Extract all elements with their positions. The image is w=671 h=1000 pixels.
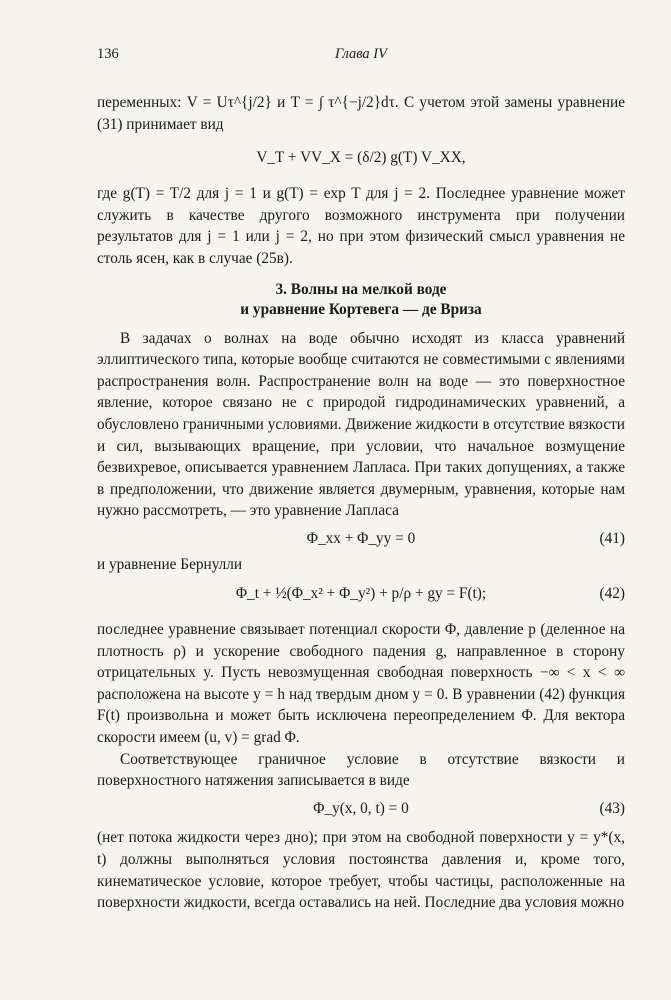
book-page [97, 44, 625, 914]
paragraph-g-definition: где g(T) = T/2 для j = 1 и g(T) = exp T для j = 2. Последнее уравнение может служить в качестве другого возможного инструмента при получении результатов для j = 1 или j = 2, но при этом физический смысл уравнения не столь ясен, как в случае (25в). [97, 185, 625, 267]
equation-42-text: Φ_t + ½(Φ_x² + Φ_y²) + p/ρ + gy = F(t); [235, 585, 487, 603]
running-title: Глава IV [335, 46, 387, 62]
section-title [97, 280, 625, 320]
equation-41-number: (41) [599, 529, 625, 547]
paragraph-boundary-condition: Соответствующее граничное условие в отсутствие вязкости и поверхностного натяжения записывается в виде [97, 750, 625, 790]
paragraph-free-surface: (нет потока жидкости через дно); при этом на свободной поверхности y = y*(x, t) должны выполняться условия постоянства давления и, кроме того, кинематическое условие, которое требует, чтобы частицы, расположенные на поверхности жидкости, всегда оставались на ней. Последние два условия можно [97, 829, 625, 912]
equation-43 [97, 798, 625, 820]
paragraph-bernoulli: и уравнение Бернулли [97, 555, 243, 573]
section-title-line-1: 3. Волны на мелкой воде [275, 280, 447, 298]
equation-42-number: (42) [599, 585, 625, 603]
equation-transformed-text: V_T + VV_X = (δ/2) g(T) V_XX, [256, 149, 466, 167]
equation-41 [97, 528, 625, 550]
paragraph-water-waves: В задачах о волнах на воде обычно исходят из класса уравнений эллиптического типа, которые вообще считаются не совместимыми с явлениями распространения волн. Распространение волн на воде — это поверхностное явление, которое связано не с природой гидродинамических уравнений, а обусловлено граничными условиями. Движение жидкости в отсутствие вязкости и сил, вызывающих вращение, при условии, что начальное возмущение безвихревое, описывается уравнением Лапласа. При таких допущениях, а также в предположении, что движение является двумерным, уравнения, которые нам нужно рассмотреть, — это уравнение Лапласа [97, 329, 625, 520]
equation-43-text: Φ_y(x, 0, t) = 0 [313, 799, 409, 817]
page-number: 136 [97, 46, 119, 62]
section-title-line-2: и уравнение Кортевега — де Вриза [240, 300, 482, 318]
equation-41-text: Φ_xx + Φ_yy = 0 [306, 529, 416, 547]
equation-43-number: (43) [599, 799, 625, 817]
equation-transformed [97, 143, 625, 173]
equation-42 [97, 579, 625, 609]
paragraph-potential: последнее уравнение связывает потенциал скорости Φ, давление p (деленное на плотность ρ) и ускорение свободного падения g, направленное в сторону отрицательных y. Пусть невозмущенная свободная поверхность −∞ < x < ∞ расположена на высоте y = h над твердым дном y = 0. В уравнении (42) функция F(t) произвольна и может быть исключена переопределением Φ. Для вектора скорости имеем (u, v) = grad Φ. [97, 621, 625, 747]
page-header [97, 44, 625, 68]
paragraph-variables: переменных: V = Uτ^{j/2} и T = ∫ τ^{−j/2}dτ. С учетом этой замены уравнение (31) принимает вид [97, 94, 625, 133]
